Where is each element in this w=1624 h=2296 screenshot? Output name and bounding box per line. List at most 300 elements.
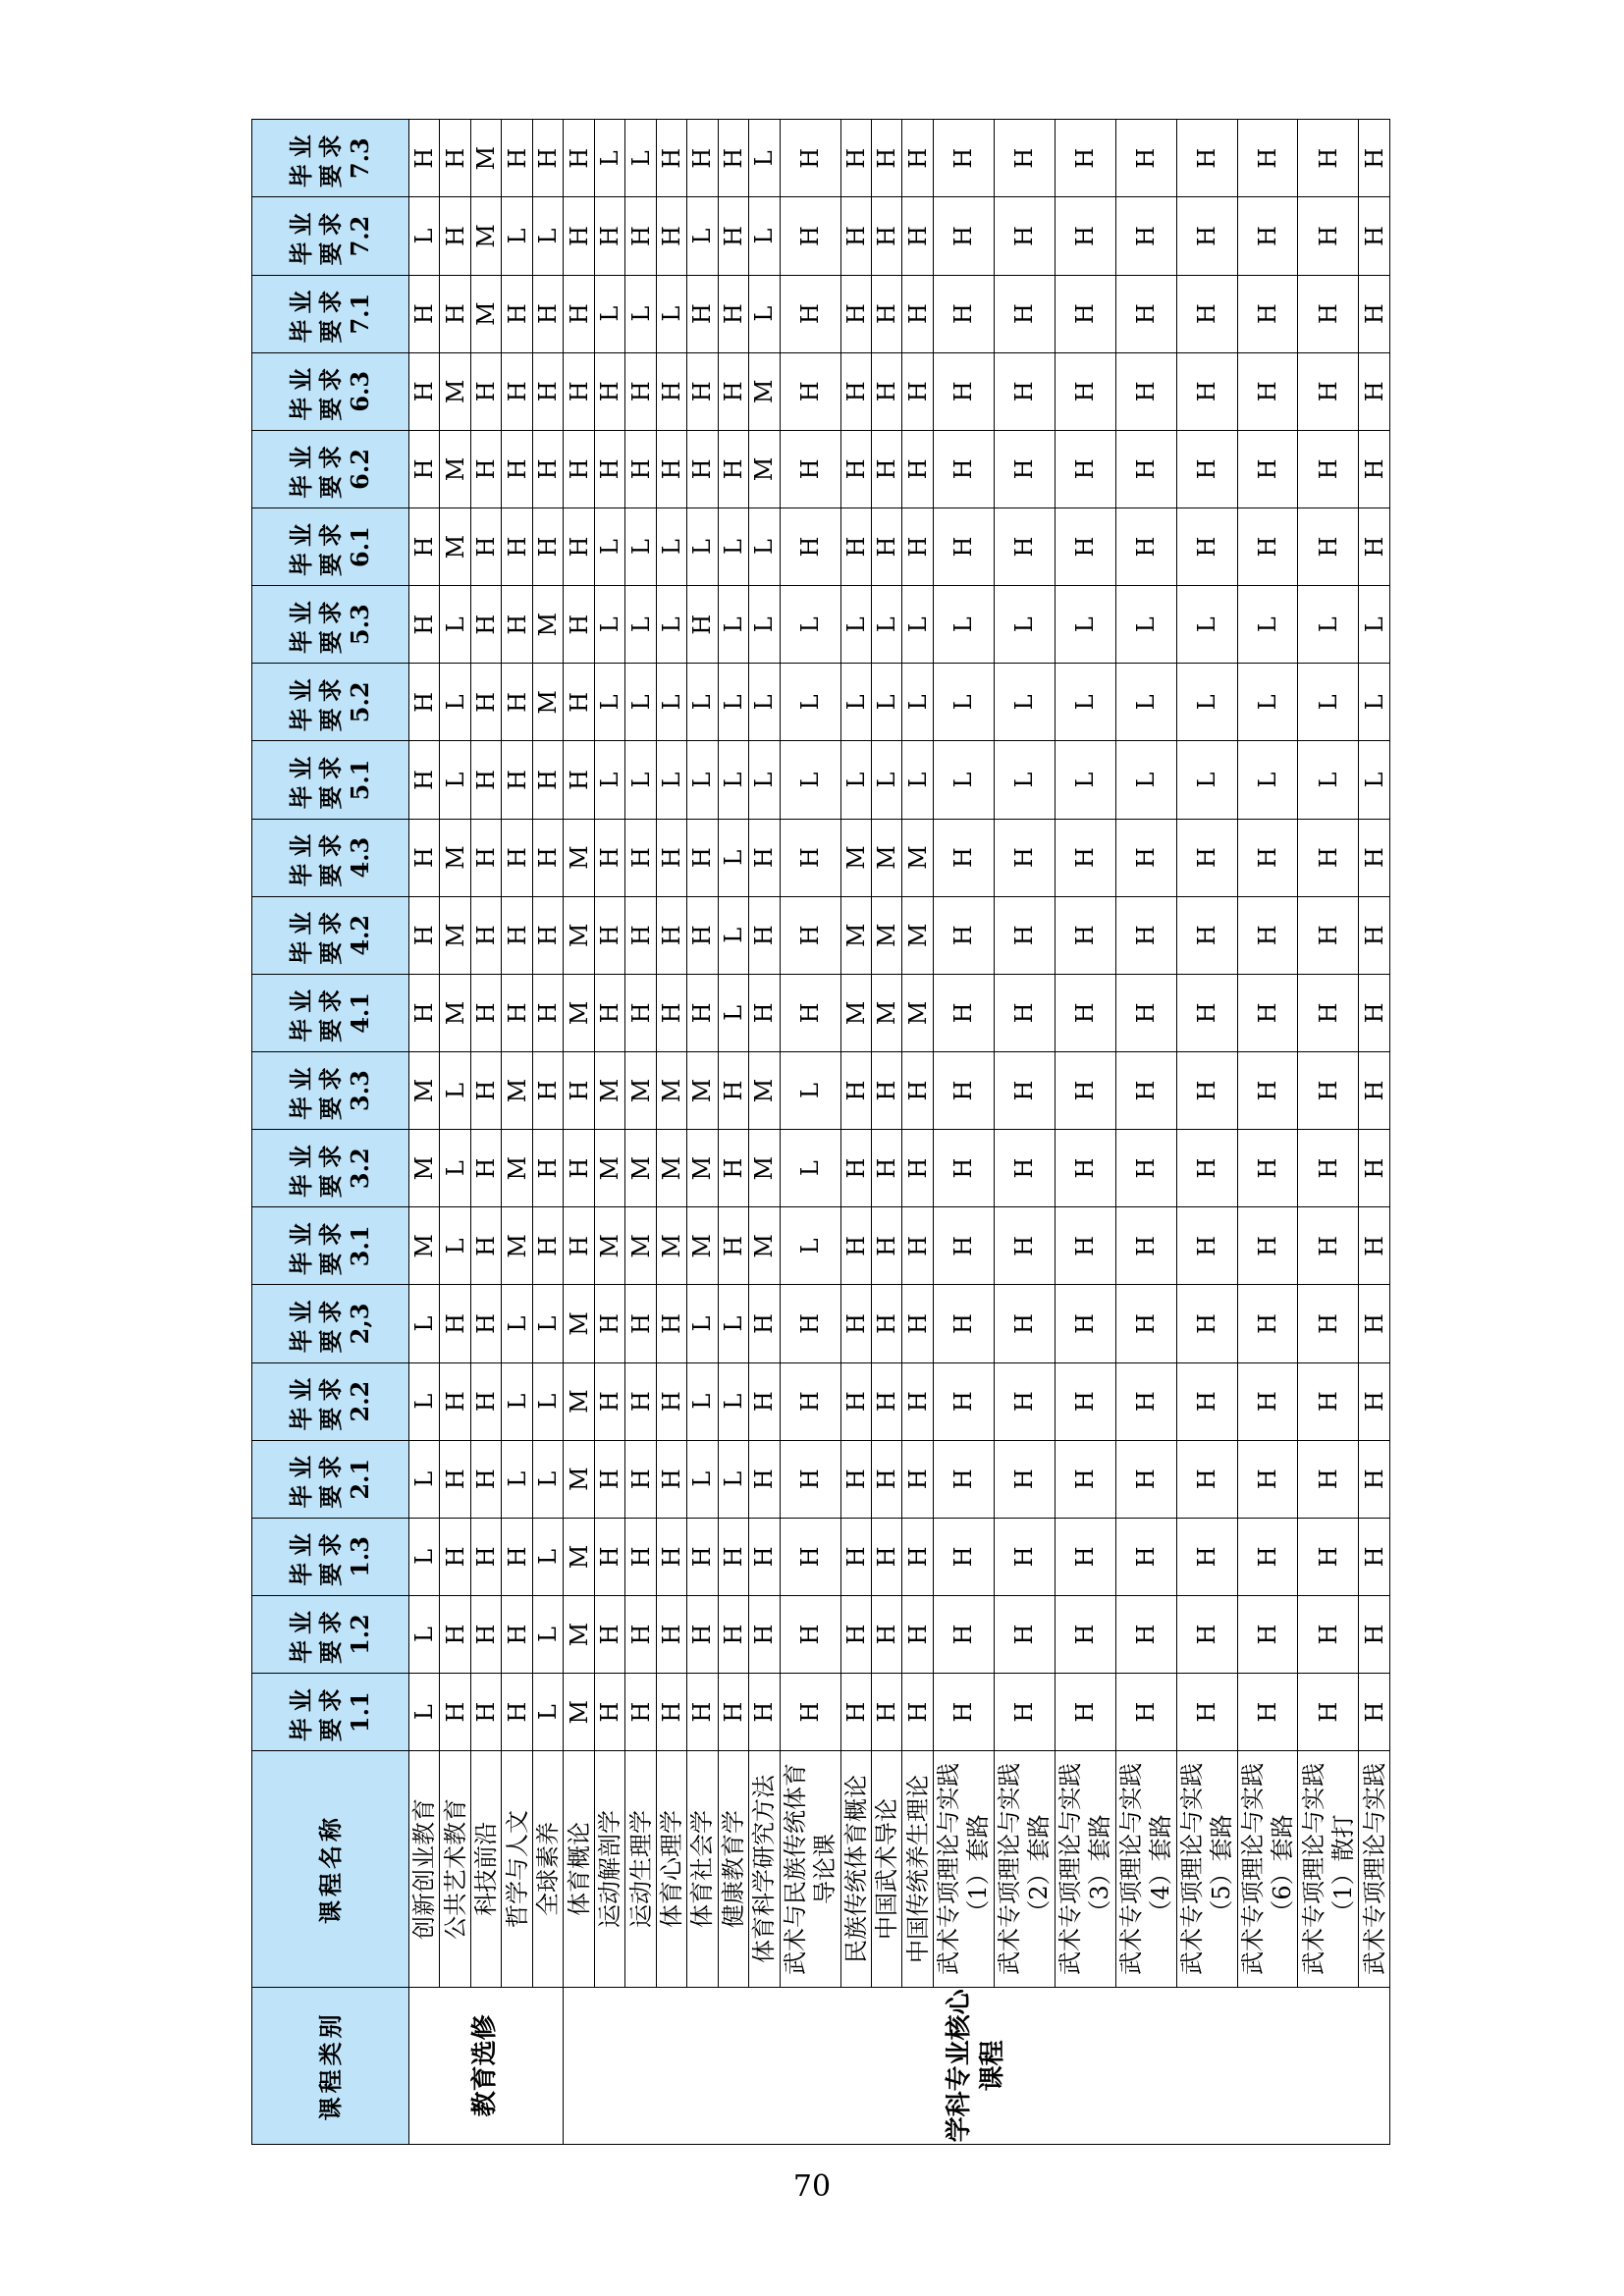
table-row bbox=[780, 120, 840, 2145]
support-level-cell: H bbox=[994, 1130, 1055, 1207]
support-level-cell: H bbox=[656, 1362, 686, 1440]
requirement-header-label: 毕业要求 bbox=[287, 1371, 345, 1431]
support-level-cell: H bbox=[440, 1518, 470, 1595]
support-level-cell: L bbox=[656, 275, 686, 352]
support-level-cell: H bbox=[749, 1595, 780, 1673]
support-level-cell: H bbox=[470, 430, 501, 507]
support-level-cell: L bbox=[1176, 586, 1237, 664]
support-level-cell: H bbox=[1298, 1362, 1359, 1440]
support-level-cell: H bbox=[872, 1285, 902, 1362]
rotated-table-container bbox=[251, 119, 1390, 2145]
support-level-cell: L bbox=[718, 664, 748, 741]
table-row bbox=[1359, 120, 1390, 2145]
course-name-cell: 运动生理学 bbox=[625, 1751, 656, 1987]
support-level-cell: L bbox=[718, 1440, 748, 1518]
support-level-cell: H bbox=[1298, 896, 1359, 974]
table-row bbox=[440, 120, 470, 2145]
support-level-cell: H bbox=[1359, 120, 1390, 197]
support-level-cell: H bbox=[625, 1674, 656, 1751]
requirement-header-label: 毕业要求 bbox=[287, 1682, 345, 1742]
support-level-cell: H bbox=[409, 352, 440, 430]
support-level-cell: H bbox=[1298, 197, 1359, 275]
support-level-cell: H bbox=[1176, 896, 1237, 974]
requirement-header-number: 7.2 bbox=[345, 215, 374, 257]
table-row bbox=[840, 120, 871, 2145]
support-level-cell: H bbox=[902, 352, 933, 430]
support-level-cell: M bbox=[594, 1207, 624, 1285]
support-level-cell: L bbox=[532, 1595, 563, 1673]
requirement-header-label: 毕业要求 bbox=[287, 595, 345, 655]
support-level-cell: H bbox=[840, 1285, 871, 1362]
support-level-cell: H bbox=[502, 1595, 532, 1673]
support-level-cell: L bbox=[409, 1674, 440, 1751]
course-category-header: 课程类别 bbox=[252, 1987, 409, 2144]
support-level-cell: H bbox=[933, 974, 994, 1051]
support-level-cell: H bbox=[687, 352, 718, 430]
support-level-cell: H bbox=[502, 352, 532, 430]
support-level-cell: M bbox=[625, 1051, 656, 1129]
support-level-cell: H bbox=[780, 1674, 840, 1751]
support-level-cell: H bbox=[902, 1674, 933, 1751]
support-level-cell: M bbox=[749, 352, 780, 430]
support-level-cell: L bbox=[625, 586, 656, 664]
support-level-cell: H bbox=[625, 1362, 656, 1440]
support-level-cell: H bbox=[594, 974, 624, 1051]
support-level-cell: H bbox=[718, 1207, 748, 1285]
course-name-cell: 武术专项理论与实践（1）套路 bbox=[933, 1751, 994, 1987]
support-level-cell: H bbox=[902, 1051, 933, 1129]
support-level-cell: H bbox=[1055, 1440, 1115, 1518]
course-name-cell: 武术专项理论与实践（5）套路 bbox=[1176, 1751, 1237, 1987]
requirement-header bbox=[252, 664, 409, 741]
support-level-cell: H bbox=[687, 1518, 718, 1595]
support-level-cell: H bbox=[1298, 120, 1359, 197]
table-row bbox=[470, 120, 501, 2145]
support-level-cell: L bbox=[1055, 741, 1115, 819]
support-level-cell: H bbox=[1237, 197, 1298, 275]
support-level-cell: L bbox=[440, 1051, 470, 1129]
support-level-cell: H bbox=[625, 819, 656, 896]
support-level-cell: L bbox=[1115, 586, 1176, 664]
support-level-cell: M bbox=[656, 1207, 686, 1285]
course-name-cell: 武术专项理论与实践（6）套路 bbox=[1237, 1751, 1298, 1987]
support-level-cell: H bbox=[780, 1518, 840, 1595]
support-level-cell: H bbox=[1298, 430, 1359, 507]
support-level-cell: H bbox=[718, 197, 748, 275]
support-level-cell: H bbox=[1176, 1674, 1237, 1751]
support-level-cell: H bbox=[1298, 1130, 1359, 1207]
support-level-cell: H bbox=[872, 508, 902, 586]
support-level-cell: H bbox=[1359, 1362, 1390, 1440]
support-level-cell: L bbox=[840, 664, 871, 741]
support-level-cell: H bbox=[872, 1362, 902, 1440]
support-level-cell: H bbox=[594, 1518, 624, 1595]
support-level-cell: L bbox=[1298, 664, 1359, 741]
support-level-cell: L bbox=[502, 1440, 532, 1518]
table-row bbox=[409, 120, 440, 2145]
support-level-cell: H bbox=[470, 741, 501, 819]
support-level-cell: M bbox=[594, 1051, 624, 1129]
support-level-cell: H bbox=[902, 120, 933, 197]
support-level-cell: H bbox=[409, 974, 440, 1051]
support-level-cell: H bbox=[1237, 120, 1298, 197]
support-level-cell: L bbox=[718, 974, 748, 1051]
support-level-cell: M bbox=[564, 1362, 594, 1440]
support-level-cell: L bbox=[625, 741, 656, 819]
support-level-cell: L bbox=[933, 741, 994, 819]
support-level-cell: L bbox=[933, 664, 994, 741]
support-level-cell: L bbox=[1359, 664, 1390, 741]
support-level-cell: L bbox=[409, 1285, 440, 1362]
support-level-cell: H bbox=[872, 1051, 902, 1129]
support-level-cell: H bbox=[902, 275, 933, 352]
support-level-cell: H bbox=[780, 1362, 840, 1440]
support-level-cell: H bbox=[1237, 1051, 1298, 1129]
support-level-cell: L bbox=[718, 508, 748, 586]
support-level-cell: H bbox=[780, 1285, 840, 1362]
support-level-cell: H bbox=[656, 1440, 686, 1518]
requirement-header bbox=[252, 741, 409, 819]
support-level-cell: H bbox=[902, 1130, 933, 1207]
table-row bbox=[502, 120, 532, 2145]
support-level-cell: H bbox=[1298, 275, 1359, 352]
support-level-cell: H bbox=[502, 275, 532, 352]
support-level-cell: H bbox=[564, 1051, 594, 1129]
support-level-cell: H bbox=[502, 508, 532, 586]
support-level-cell: M bbox=[564, 896, 594, 974]
support-level-cell: M bbox=[532, 664, 563, 741]
support-level-cell: H bbox=[840, 275, 871, 352]
requirement-header bbox=[252, 275, 409, 352]
support-level-cell: M bbox=[564, 1285, 594, 1362]
support-level-cell: H bbox=[994, 1051, 1055, 1129]
support-level-cell: H bbox=[1359, 896, 1390, 974]
support-level-cell: H bbox=[840, 1595, 871, 1673]
support-level-cell: L bbox=[656, 508, 686, 586]
support-level-cell: L bbox=[872, 664, 902, 741]
support-level-cell: H bbox=[594, 1440, 624, 1518]
course-name-cell: 健康教育学 bbox=[718, 1751, 748, 1987]
support-level-cell: H bbox=[994, 352, 1055, 430]
support-level-cell: H bbox=[1176, 819, 1237, 896]
support-level-cell: H bbox=[718, 120, 748, 197]
support-level-cell: H bbox=[780, 275, 840, 352]
support-level-cell: L bbox=[409, 1518, 440, 1595]
support-level-cell: L bbox=[780, 1051, 840, 1129]
support-level-cell: L bbox=[625, 508, 656, 586]
course-name-cell: 武术与民族传统体育导论课 bbox=[780, 1751, 840, 1987]
support-level-cell: L bbox=[594, 120, 624, 197]
support-level-cell: L bbox=[409, 1595, 440, 1673]
requirement-header bbox=[252, 1130, 409, 1207]
requirement-header-number: 2.2 bbox=[345, 1380, 374, 1422]
support-level-cell: H bbox=[840, 197, 871, 275]
support-level-cell: H bbox=[1115, 352, 1176, 430]
support-level-cell: H bbox=[470, 974, 501, 1051]
requirement-header-label: 毕业要求 bbox=[287, 1216, 345, 1276]
support-level-cell: H bbox=[780, 1440, 840, 1518]
support-level-cell: H bbox=[656, 1595, 686, 1673]
support-level-cell: L bbox=[594, 741, 624, 819]
requirement-header-label: 毕业要求 bbox=[287, 129, 345, 188]
course-name-cell: 哲学与人文 bbox=[502, 1751, 532, 1987]
support-level-cell: L bbox=[656, 741, 686, 819]
support-level-cell: M bbox=[656, 1130, 686, 1207]
course-category-cell: 学科专业核心课程 bbox=[564, 1987, 1390, 2144]
support-level-cell: M bbox=[656, 1051, 686, 1129]
support-level-cell: H bbox=[1055, 275, 1115, 352]
requirement-header-number: 3.1 bbox=[345, 1225, 374, 1267]
support-level-cell: L bbox=[687, 1440, 718, 1518]
support-level-cell: H bbox=[933, 1362, 994, 1440]
support-level-cell: H bbox=[532, 352, 563, 430]
support-level-cell: H bbox=[994, 1674, 1055, 1751]
support-level-cell: H bbox=[625, 430, 656, 507]
table-row bbox=[564, 120, 594, 2145]
support-level-cell: H bbox=[1359, 1440, 1390, 1518]
support-level-cell: H bbox=[933, 120, 994, 197]
support-level-cell: M bbox=[564, 819, 594, 896]
support-level-cell: H bbox=[656, 1518, 686, 1595]
support-level-cell: L bbox=[1176, 741, 1237, 819]
table-row bbox=[902, 120, 933, 2145]
support-level-cell: H bbox=[625, 1595, 656, 1673]
support-level-cell: L bbox=[749, 120, 780, 197]
support-level-cell: L bbox=[1176, 664, 1237, 741]
support-level-cell: L bbox=[780, 586, 840, 664]
support-level-cell: H bbox=[470, 1518, 501, 1595]
requirement-header-label: 毕业要求 bbox=[287, 1605, 345, 1665]
support-level-cell: L bbox=[1055, 586, 1115, 664]
support-level-cell: L bbox=[409, 1440, 440, 1518]
support-level-cell: H bbox=[656, 974, 686, 1051]
support-level-cell: H bbox=[440, 1674, 470, 1751]
table-row bbox=[1237, 120, 1298, 2145]
course-name-cell: 运动解剖学 bbox=[594, 1751, 624, 1987]
requirement-header bbox=[252, 896, 409, 974]
requirement-header bbox=[252, 352, 409, 430]
course-name-cell: 全球素养 bbox=[532, 1751, 563, 1987]
support-level-cell: L bbox=[780, 1207, 840, 1285]
support-level-cell: H bbox=[409, 896, 440, 974]
support-level-cell: H bbox=[1115, 1130, 1176, 1207]
support-level-cell: H bbox=[872, 1207, 902, 1285]
support-level-cell: H bbox=[656, 120, 686, 197]
support-level-cell: H bbox=[409, 741, 440, 819]
support-level-cell: H bbox=[749, 1518, 780, 1595]
support-level-cell: H bbox=[564, 275, 594, 352]
support-level-cell: H bbox=[933, 896, 994, 974]
course-name-cell: 体育概论 bbox=[564, 1751, 594, 1987]
support-level-cell: H bbox=[718, 1518, 748, 1595]
page-number: 70 bbox=[792, 2169, 832, 2204]
table-row bbox=[933, 120, 994, 2145]
support-level-cell: H bbox=[933, 430, 994, 507]
support-level-cell: M bbox=[470, 197, 501, 275]
table-row bbox=[532, 120, 563, 2145]
support-level-cell: H bbox=[502, 741, 532, 819]
support-level-cell: H bbox=[656, 896, 686, 974]
support-level-cell: H bbox=[1055, 1518, 1115, 1595]
support-level-cell: L bbox=[440, 664, 470, 741]
support-level-cell: L bbox=[440, 1207, 470, 1285]
support-level-cell: H bbox=[409, 586, 440, 664]
support-level-cell: H bbox=[933, 275, 994, 352]
support-level-cell: H bbox=[440, 1285, 470, 1362]
support-level-cell: H bbox=[687, 974, 718, 1051]
support-level-cell: H bbox=[994, 896, 1055, 974]
support-level-cell: H bbox=[1115, 1674, 1176, 1751]
support-level-cell: H bbox=[470, 1051, 501, 1129]
support-level-cell: M bbox=[749, 1207, 780, 1285]
requirement-header bbox=[252, 1595, 409, 1673]
support-level-cell: H bbox=[1237, 1595, 1298, 1673]
support-level-cell: H bbox=[1176, 275, 1237, 352]
support-level-cell: L bbox=[718, 1362, 748, 1440]
support-level-cell: H bbox=[1115, 197, 1176, 275]
support-level-cell: H bbox=[1055, 974, 1115, 1051]
support-level-cell: L bbox=[902, 586, 933, 664]
support-level-cell: H bbox=[902, 1285, 933, 1362]
header-row bbox=[252, 120, 409, 2145]
support-level-cell: H bbox=[440, 275, 470, 352]
support-level-cell: H bbox=[594, 1362, 624, 1440]
support-level-cell: H bbox=[687, 819, 718, 896]
support-level-cell: H bbox=[470, 896, 501, 974]
support-level-cell: H bbox=[1115, 1440, 1176, 1518]
support-level-cell: H bbox=[1055, 197, 1115, 275]
requirement-header bbox=[252, 1285, 409, 1362]
support-level-cell: H bbox=[1237, 1207, 1298, 1285]
support-level-cell: H bbox=[780, 430, 840, 507]
support-level-cell: H bbox=[656, 197, 686, 275]
support-level-cell: H bbox=[933, 819, 994, 896]
course-name-cell: 科技前沿 bbox=[470, 1751, 501, 1987]
course-name-cell: 公共艺术教育 bbox=[440, 1751, 470, 1987]
support-level-cell: M bbox=[749, 1051, 780, 1129]
support-level-cell: H bbox=[840, 1518, 871, 1595]
support-level-cell: H bbox=[1176, 1051, 1237, 1129]
support-level-cell: H bbox=[1237, 819, 1298, 896]
course-name-cell: 体育科学研究方法 bbox=[749, 1751, 780, 1987]
support-level-cell: H bbox=[1115, 819, 1176, 896]
support-level-cell: H bbox=[1115, 896, 1176, 974]
requirement-header bbox=[252, 1518, 409, 1595]
support-level-cell: H bbox=[780, 819, 840, 896]
support-level-cell: L bbox=[1115, 741, 1176, 819]
support-level-cell: L bbox=[625, 275, 656, 352]
support-level-cell: H bbox=[1298, 1285, 1359, 1362]
support-level-cell: H bbox=[1359, 430, 1390, 507]
support-level-cell: L bbox=[687, 664, 718, 741]
course-name-cell: 武术专项理论与实践（3）套路 bbox=[1055, 1751, 1115, 1987]
support-level-cell: H bbox=[840, 1440, 871, 1518]
support-level-cell: H bbox=[1237, 896, 1298, 974]
support-level-cell: H bbox=[840, 1674, 871, 1751]
support-level-cell: L bbox=[840, 586, 871, 664]
support-level-cell: H bbox=[718, 1595, 748, 1673]
support-level-cell: L bbox=[718, 586, 748, 664]
support-level-cell: H bbox=[872, 430, 902, 507]
support-level-cell: H bbox=[470, 819, 501, 896]
support-level-cell: H bbox=[502, 120, 532, 197]
requirement-header-number: 3.3 bbox=[345, 1070, 374, 1111]
support-level-cell: H bbox=[1359, 197, 1390, 275]
support-level-cell: H bbox=[749, 1674, 780, 1751]
course-name-cell: 武术专项理论与实践（2）套路 bbox=[994, 1751, 1055, 1987]
support-level-cell: M bbox=[409, 1207, 440, 1285]
support-level-cell: M bbox=[687, 1130, 718, 1207]
support-level-cell: H bbox=[1359, 1674, 1390, 1751]
support-level-cell: H bbox=[780, 508, 840, 586]
support-level-cell: H bbox=[994, 819, 1055, 896]
requirement-header-number: 4.1 bbox=[345, 992, 374, 1034]
support-level-cell: L bbox=[532, 1285, 563, 1362]
support-level-cell: M bbox=[409, 1130, 440, 1207]
support-level-cell: M bbox=[440, 508, 470, 586]
matrix-body bbox=[409, 120, 1390, 2145]
support-level-cell: H bbox=[594, 819, 624, 896]
support-level-cell: H bbox=[933, 1595, 994, 1673]
support-level-cell: H bbox=[409, 430, 440, 507]
requirement-header-number: 5.2 bbox=[345, 681, 374, 723]
support-level-cell: H bbox=[470, 508, 501, 586]
support-level-cell: H bbox=[902, 1362, 933, 1440]
support-level-cell: H bbox=[1176, 197, 1237, 275]
support-level-cell: L bbox=[532, 1518, 563, 1595]
support-level-cell: H bbox=[1176, 974, 1237, 1051]
support-level-cell: H bbox=[933, 1518, 994, 1595]
support-level-cell: H bbox=[1237, 1518, 1298, 1595]
requirement-header-label: 毕业要求 bbox=[287, 1449, 345, 1509]
support-level-cell: H bbox=[532, 275, 563, 352]
support-level-cell: H bbox=[718, 275, 748, 352]
support-level-cell: M bbox=[625, 1130, 656, 1207]
support-level-cell: H bbox=[532, 741, 563, 819]
support-level-cell: M bbox=[840, 974, 871, 1051]
requirement-header-number: 2.1 bbox=[345, 1458, 374, 1500]
support-level-cell: M bbox=[440, 352, 470, 430]
support-level-cell: L bbox=[749, 741, 780, 819]
support-level-cell: L bbox=[532, 1362, 563, 1440]
support-level-cell: H bbox=[840, 1207, 871, 1285]
support-level-cell: H bbox=[1298, 1674, 1359, 1751]
requirement-header-label: 毕业要求 bbox=[287, 983, 345, 1042]
support-level-cell: L bbox=[440, 741, 470, 819]
support-level-cell: H bbox=[1055, 1207, 1115, 1285]
support-level-cell: H bbox=[749, 1440, 780, 1518]
support-level-cell: H bbox=[1176, 1285, 1237, 1362]
support-level-cell: L bbox=[994, 586, 1055, 664]
support-level-cell: H bbox=[933, 1130, 994, 1207]
support-level-cell: L bbox=[502, 1362, 532, 1440]
support-level-cell: L bbox=[872, 586, 902, 664]
support-level-cell: H bbox=[564, 1130, 594, 1207]
support-level-cell: H bbox=[1055, 819, 1115, 896]
support-level-cell: H bbox=[1055, 896, 1115, 974]
support-level-cell: H bbox=[902, 1595, 933, 1673]
course-name-cell: 民族传统体育概论 bbox=[840, 1751, 871, 1987]
support-level-cell: H bbox=[840, 1362, 871, 1440]
requirement-header bbox=[252, 974, 409, 1051]
table-row bbox=[656, 120, 686, 2145]
support-level-cell: H bbox=[564, 197, 594, 275]
support-level-cell: H bbox=[1359, 1130, 1390, 1207]
support-level-cell: L bbox=[749, 586, 780, 664]
support-level-cell: M bbox=[532, 586, 563, 664]
support-level-cell: H bbox=[532, 896, 563, 974]
support-level-cell: M bbox=[564, 1674, 594, 1751]
